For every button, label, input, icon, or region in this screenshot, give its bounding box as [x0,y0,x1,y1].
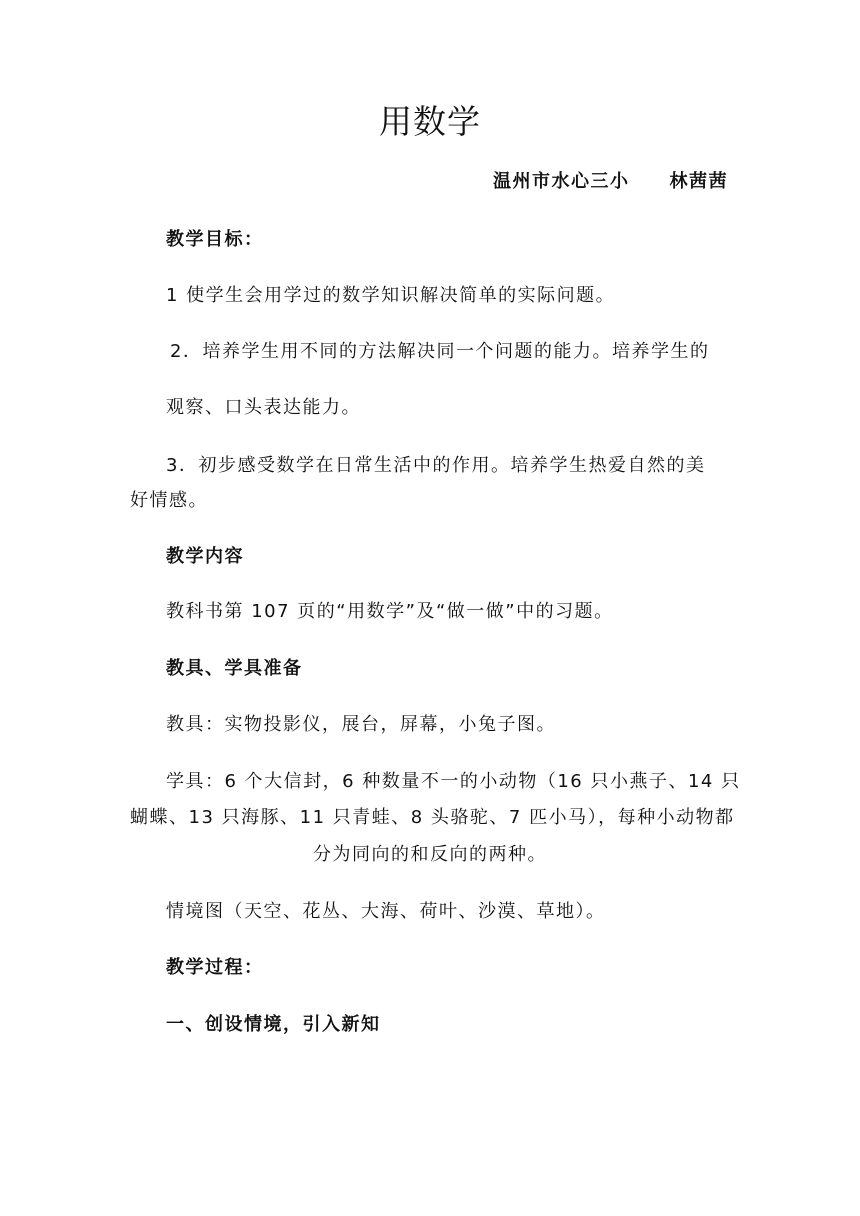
learning-tools-line-1: 学具：6 个大信封，6 种数量不一的小动物（16 只小燕子、14 只 [166,771,741,792]
objective-3-line-2: 好情感。 [130,490,208,511]
learning-tools-line-3: 分为同向的和反向的两种。 [313,844,547,865]
content-heading: 教学内容 [166,546,244,567]
objective-1: 1 使学生会用学过的数学知识解决简单的实际问题。 [166,285,616,306]
teaching-tools: 教具：实物投影仪，展台，屏幕，小兔子图。 [166,714,556,735]
section-1-heading: 一、创设情境，引入新知 [166,1014,381,1035]
objective-2-line-1: 2．培养学生用不同的方法解决同一个问题的能力。培养学生的 [170,341,710,362]
author-name: 林茜茜 [669,171,728,192]
objectives-heading: 教学目标： [166,229,264,250]
scene-pictures: 情境图（天空、花丛、大海、荷叶、沙漠、草地）。 [166,901,606,922]
tools-heading: 教具、学具准备 [166,658,303,679]
learning-tools-line-2: 蝴蝶、13 只海豚、11 只青蛙、8 头骆驼、7 匹小马），每种小动物都 [130,807,735,828]
objective-3-line-1: 3．初步感受数学在日常生活中的作用。培养学生热爱自然的美 [166,455,706,476]
content-text: 教科书第 107 页的“用数学”及“做一做”中的习题。 [166,601,614,622]
process-heading: 教学过程： [166,957,264,978]
school-name: 温州市水心三小 [493,171,630,192]
author-line [493,170,728,194]
document-title: 用数学 [379,102,481,141]
objective-2-line-2: 观察、口头表达能力。 [166,397,361,418]
